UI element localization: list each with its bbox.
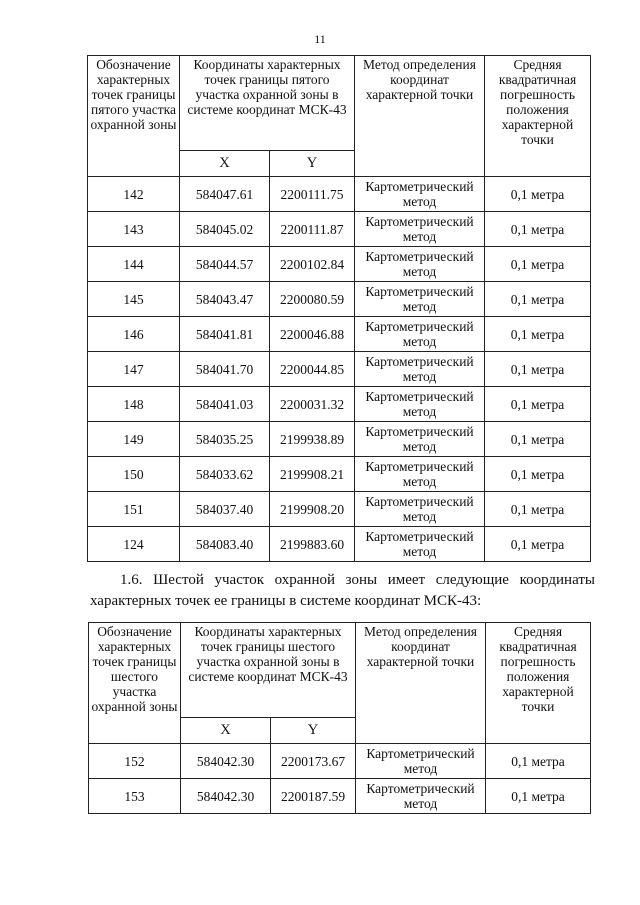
header-method: Метод определения координат характерной точки (355, 56, 485, 177)
point-id-cell: 148 (88, 387, 180, 422)
y-coordinate-cell: 2199938.89 (270, 422, 355, 457)
y-coordinate-cell: 2199883.60 (270, 527, 355, 562)
error-cell: 0,1 метра (485, 247, 591, 282)
header-method: Метод определения координат характерной точки (356, 623, 486, 744)
coordinates-table-section-6 (88, 622, 591, 814)
point-id-cell: 143 (88, 212, 180, 247)
table-row (88, 282, 591, 317)
point-id-cell: 145 (88, 282, 180, 317)
error-cell: 0,1 метра (485, 352, 591, 387)
x-coordinate-cell: 584033.62 (180, 457, 270, 492)
x-coordinate-cell: 584083.40 (180, 527, 270, 562)
error-cell: 0,1 метра (485, 527, 591, 562)
coordinates-table-section-5 (87, 55, 591, 562)
y-coordinate-cell: 2199908.21 (270, 457, 355, 492)
x-coordinate-cell: 584042.30 (181, 744, 271, 779)
y-coordinate-cell: 2200044.85 (270, 352, 355, 387)
x-coordinate-cell: 584047.61 (180, 177, 270, 212)
error-cell: 0,1 метра (486, 744, 591, 779)
header-x: X (180, 151, 270, 177)
header-coordinates: Координаты характерных точек границы шестого участка охранной зоны в системе координат МСК-43 (181, 623, 356, 718)
header-error: Средняя квадратичная погрешность положения характерной точки (486, 623, 591, 744)
method-cell: Картометрический метод (355, 352, 485, 387)
point-id-cell: 150 (88, 457, 180, 492)
x-coordinate-cell: 584041.81 (180, 317, 270, 352)
point-id-cell: 153 (89, 779, 181, 814)
point-id-cell: 149 (88, 422, 180, 457)
point-id-cell: 152 (89, 744, 181, 779)
error-cell: 0,1 метра (485, 492, 591, 527)
x-coordinate-cell: 584042.30 (181, 779, 271, 814)
point-id-cell: 124 (88, 527, 180, 562)
section-paragraph: 1.6. Шестой участок охранной зоны имеет следующие координаты характерных точек ее границы в системе координат МСК-43: (90, 572, 595, 609)
error-cell: 0,1 метра (485, 177, 591, 212)
error-cell: 0,1 метра (485, 422, 591, 457)
table-row (88, 212, 591, 247)
point-id-cell: 144 (88, 247, 180, 282)
table-row (88, 352, 591, 387)
table-row (88, 387, 591, 422)
header-x: X (181, 718, 271, 744)
point-id-cell: 142 (88, 177, 180, 212)
x-coordinate-cell: 584044.57 (180, 247, 270, 282)
error-cell: 0,1 метра (486, 779, 591, 814)
method-cell: Картометрический метод (355, 247, 485, 282)
y-coordinate-cell: 2200187.59 (271, 779, 356, 814)
point-id-cell: 151 (88, 492, 180, 527)
method-cell: Картометрический метод (355, 492, 485, 527)
table-row (89, 744, 591, 779)
table-row (88, 177, 591, 212)
method-cell: Картометрический метод (355, 212, 485, 247)
error-cell: 0,1 метра (485, 212, 591, 247)
point-id-cell: 146 (88, 317, 180, 352)
y-coordinate-cell: 2200173.67 (271, 744, 356, 779)
error-cell: 0,1 метра (485, 457, 591, 492)
table-row (88, 457, 591, 492)
table-row (88, 247, 591, 282)
error-cell: 0,1 метра (485, 387, 591, 422)
method-cell: Картометрический метод (355, 282, 485, 317)
y-coordinate-cell: 2200111.87 (270, 212, 355, 247)
table-row (88, 317, 591, 352)
method-cell: Картометрический метод (355, 317, 485, 352)
header-designation: Обозначение характерных точек границы пятого участка охранной зоны (88, 56, 180, 177)
error-cell: 0,1 метра (485, 282, 591, 317)
y-coordinate-cell: 2199908.20 (270, 492, 355, 527)
y-coordinate-cell: 2200102.84 (270, 247, 355, 282)
y-coordinate-cell: 2200046.88 (270, 317, 355, 352)
error-cell: 0,1 метра (485, 317, 591, 352)
x-coordinate-cell: 584041.03 (180, 387, 270, 422)
method-cell: Картометрический метод (355, 527, 485, 562)
x-coordinate-cell: 584045.02 (180, 212, 270, 247)
y-coordinate-cell: 2200080.59 (270, 282, 355, 317)
method-cell: Картометрический метод (355, 422, 485, 457)
header-y: Y (270, 151, 355, 177)
method-cell: Картометрический метод (356, 744, 486, 779)
header-error: Средняя квадратичная погрешность положения характерной точки (485, 56, 591, 177)
x-coordinate-cell: 584035.25 (180, 422, 270, 457)
table-row (88, 422, 591, 457)
x-coordinate-cell: 584043.47 (180, 282, 270, 317)
point-id-cell: 147 (88, 352, 180, 387)
method-cell: Картометрический метод (355, 387, 485, 422)
y-coordinate-cell: 2200111.75 (270, 177, 355, 212)
method-cell: Картометрический метод (355, 457, 485, 492)
x-coordinate-cell: 584041.70 (180, 352, 270, 387)
header-y: Y (271, 718, 356, 744)
table-row (88, 527, 591, 562)
method-cell: Картометрический метод (356, 779, 486, 814)
page-number: 11 (314, 32, 326, 46)
y-coordinate-cell: 2200031.32 (270, 387, 355, 422)
table-row (88, 492, 591, 527)
method-cell: Картометрический метод (355, 177, 485, 212)
x-coordinate-cell: 584037.40 (180, 492, 270, 527)
table-row (89, 779, 591, 814)
header-coordinates: Координаты характерных точек границы пятого участка охранной зоны в системе координат МСК-43 (180, 56, 355, 151)
header-designation: Обозначение характерных точек границы шестого участка охранной зоны (89, 623, 181, 744)
